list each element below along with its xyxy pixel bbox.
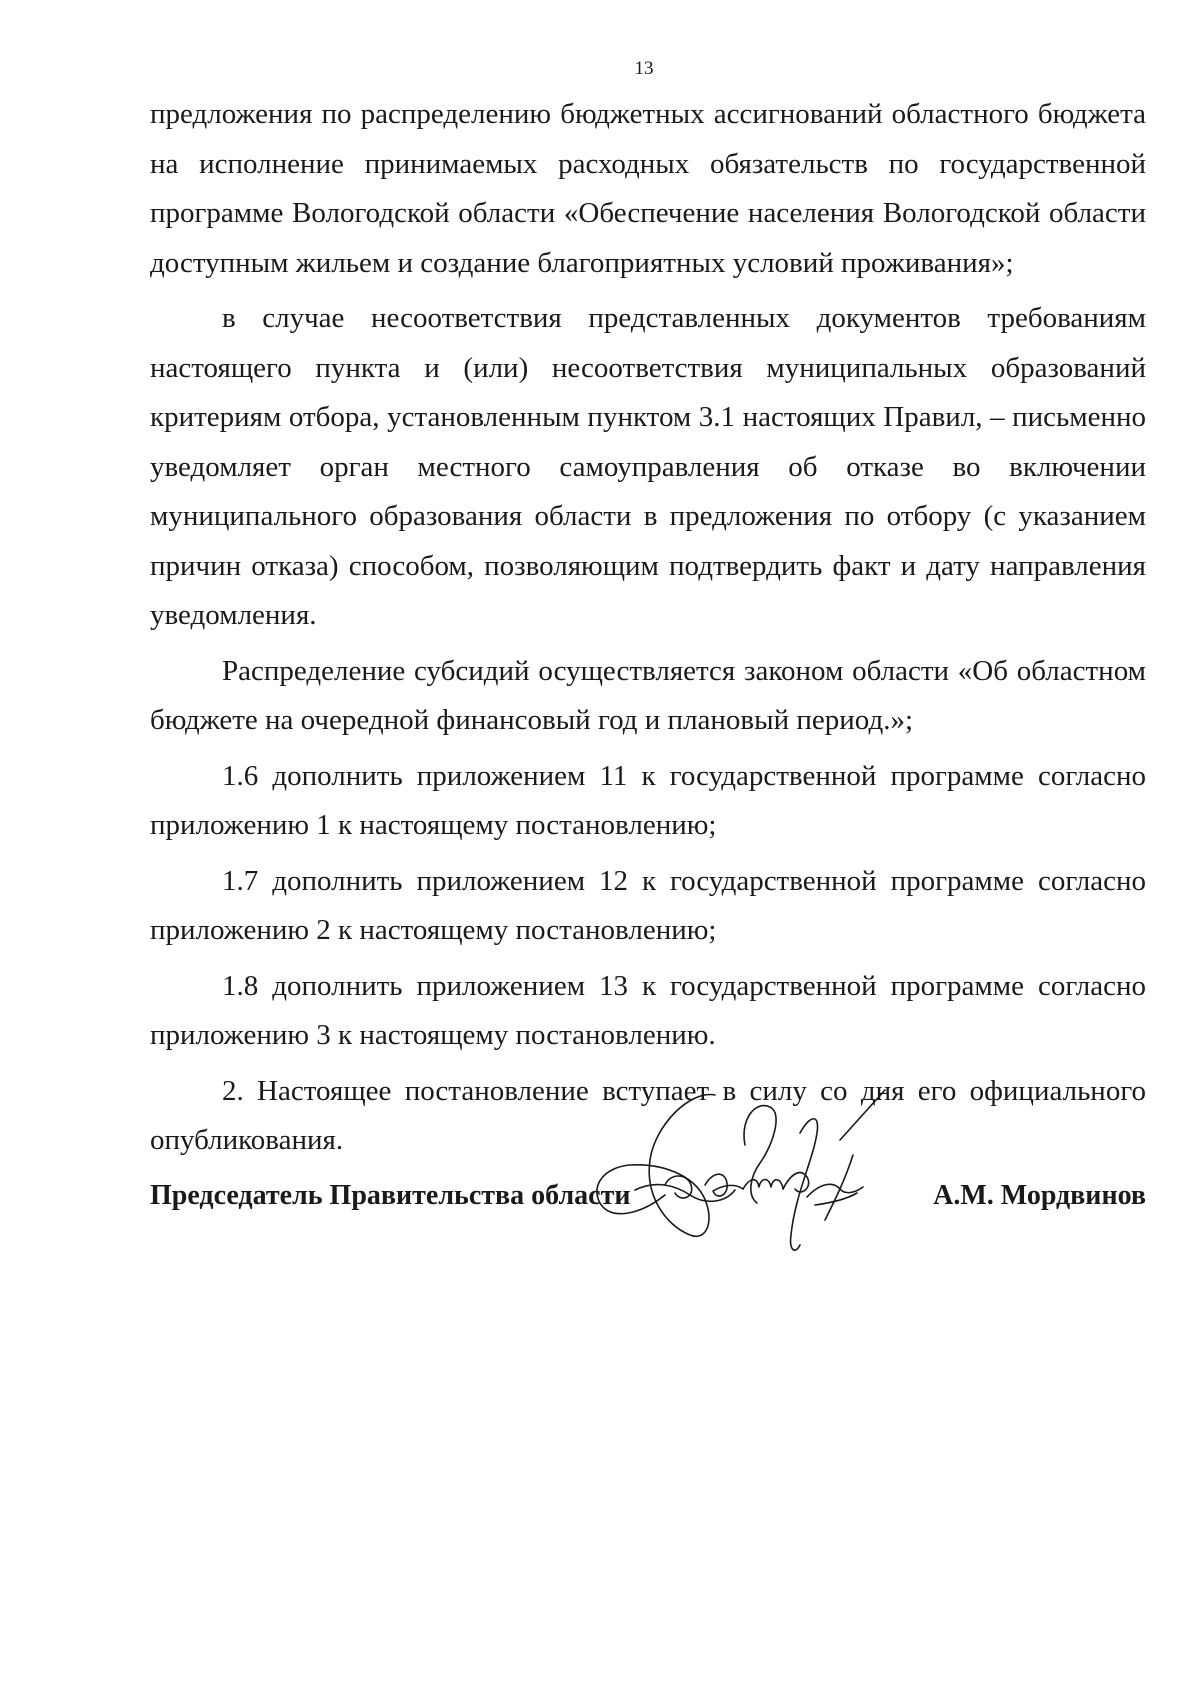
paragraph-7: 2. Настоящее постановление вступает в силу со дня его официального опубликования. bbox=[150, 1074, 1146, 1156]
signatory-name: А.М. Мордвинов bbox=[933, 1180, 1146, 1211]
paragraph-4: 1.6 дополнить приложением 11 к государственной программе согласно приложению 1 к настоящему постановлению; bbox=[150, 759, 1146, 841]
paragraph-3: Распределение субсидий осуществляется законом области «Об областном бюджете на очередной финансовый год и плановый период.»; bbox=[150, 654, 1146, 736]
page-number: 13 bbox=[634, 58, 654, 79]
document-body bbox=[150, 90, 1146, 1166]
signatory-position: Председатель Правительства области bbox=[150, 1180, 631, 1211]
handwritten-signature bbox=[595, 1085, 925, 1260]
paragraph-6: 1.8 дополнить приложением 13 к государственной программе согласно приложению 3 к настоящему постановлению. bbox=[150, 969, 1146, 1051]
paragraph-5: 1.7 дополнить приложением 12 к государственной программе согласно приложению 2 к настоящему постановлению; bbox=[150, 864, 1146, 946]
paragraph-1: предложения по распределению бюджетных ассигнований областного бюджета на исполнение принимаемых расходных обязательств по государственной программе Вологодской области «Обеспечение населения Вологодской области доступным жильем и создание благоприятных условий проживания»; bbox=[150, 98, 1146, 279]
paragraph-2: в случае несоответствия представленных документов требованиям настоящего пункта и (или) несоответствия муниципальных образований критериям отбора, установленным пунктом 3.1 настоящих Правил, – письменно уведомляет орган местного самоуправления об отказе во включении муниципального образования области в предложения по отбору (с указанием причин отказа) способом, позволяющим подтвердить факт и дату направления уведомления. bbox=[150, 302, 1146, 631]
